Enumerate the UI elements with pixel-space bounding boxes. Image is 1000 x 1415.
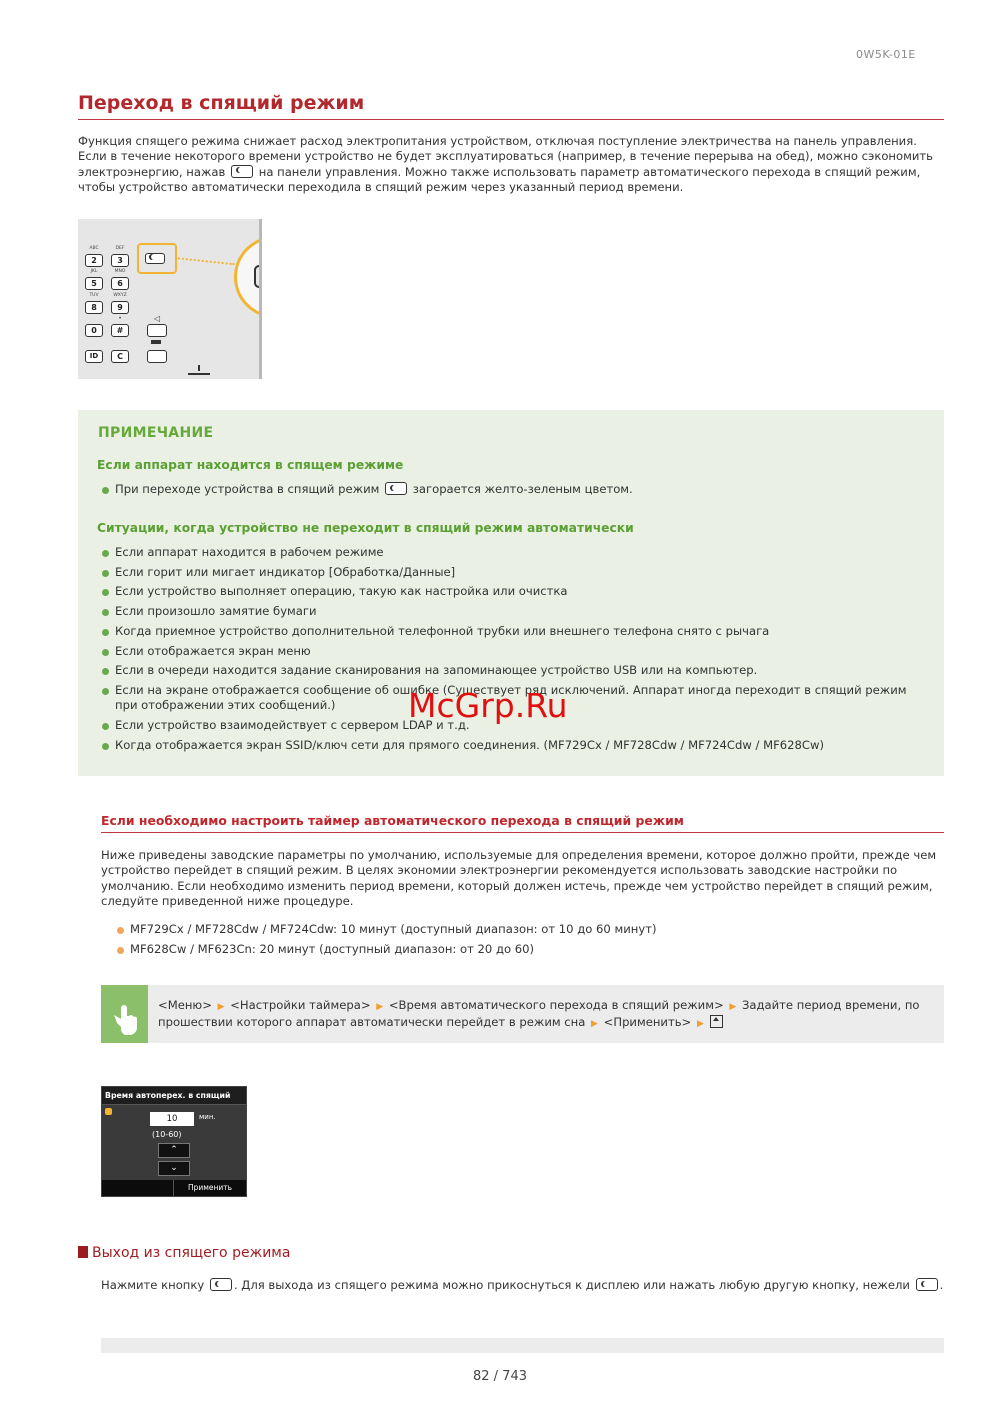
note-title: ПРИМЕЧАНИЕ	[98, 425, 214, 441]
list-item: Если на экране отображается сообщение об ошибке (Существует ряд исключений. Аппарат иногда переходит в спящий режим при отображении этих сообщений.)	[102, 683, 917, 714]
key-hash: #	[111, 324, 129, 337]
decrement-button[interactable]: ⌄	[158, 1161, 190, 1176]
key-sub-label: DEF	[115, 246, 125, 251]
item-text: загорается желто-зеленым цветом.	[412, 482, 633, 496]
item-text: При переходе устройства в спящий режим	[115, 482, 380, 496]
hand-icon	[105, 1108, 112, 1115]
intro-text-part2: на панели управления. Можно также использовать параметр автоматического перехода в спящий режим, чтобы устройство автоматически переходила в спящий режим через указанный период времени.	[78, 164, 921, 195]
display-icon	[151, 340, 161, 344]
volume-key	[147, 324, 167, 337]
panel-mark	[198, 365, 200, 371]
list-item: Если аппарат находится в рабочем режиме	[102, 545, 917, 560]
lcd-header: Время автоперех. в спящий	[102, 1087, 246, 1105]
key-3: 3	[111, 254, 129, 267]
timer-defaults-list	[117, 922, 917, 961]
sleep-button-icon	[231, 165, 253, 178]
key-9: 9	[111, 301, 129, 314]
intro-paragraph	[78, 134, 946, 196]
sleep-key	[145, 253, 165, 264]
exit-heading-text: Выход из спящего режима	[92, 1245, 291, 1261]
exceptions-list	[102, 545, 917, 757]
procedure-steps	[158, 998, 938, 1033]
list-item: Если в очереди находится задание сканирования на запоминающее устройство USB или на компьютер.	[102, 663, 917, 678]
step-set-period: Задайте период времени, по прошествии которого аппарат автоматически перейдет в режим сна	[158, 998, 920, 1030]
key-sub-label: TUV	[89, 293, 99, 298]
exit-text-part2: . Для выхода из спящего режима можно прикоснуться к дисплею или нажать любую другую кнопку, нежели	[233, 1278, 910, 1292]
document-id: 0W5K-01E	[856, 48, 916, 61]
key-sub-label: •	[118, 315, 122, 322]
key-2: 2	[85, 254, 103, 267]
step-timer-settings: <Настройки таймера>	[230, 998, 371, 1012]
key-sub-label: WXYZ	[113, 293, 127, 298]
list-item: Если горит или мигает индикатор [Обработка/Данные]	[102, 565, 917, 580]
timer-heading: Если необходимо настроить таймер автоматического перехода в спящий режим	[101, 813, 684, 828]
watermark: McGrp.Ru	[408, 686, 568, 725]
key-0: 0	[85, 324, 103, 337]
sleep-time-input[interactable]: 10	[150, 1112, 194, 1126]
exit-paragraph	[101, 1278, 947, 1293]
list-item: Если отображается экран меню	[102, 644, 917, 659]
increment-button[interactable]: ⌃	[158, 1143, 190, 1158]
unit-label: мин.	[199, 1113, 216, 1121]
panel-mark	[188, 373, 210, 375]
key-clear: C	[111, 350, 129, 363]
control-panel-illustration	[78, 219, 261, 379]
exit-text-part3: .	[939, 1278, 944, 1292]
sleep-button-icon	[916, 1278, 938, 1291]
exit-heading	[78, 1245, 290, 1261]
list-item: Если устройство выполняет операцию, такую как настройка или очистка	[102, 584, 917, 599]
arrow-icon: ▶	[696, 1019, 704, 1030]
list-item: MF628Cw / MF623Cn: 20 минут (доступный диапазон: от 20 до 60)	[117, 942, 917, 957]
touch-hand-icon	[101, 985, 148, 1043]
lcd-body	[102, 1105, 246, 1180]
zoom-circle	[234, 236, 261, 318]
arrow-icon: ▶	[591, 1019, 598, 1030]
timer-divider	[101, 832, 944, 833]
zoom-connector	[175, 257, 235, 265]
key-sub-label: JKL	[90, 269, 98, 274]
key-8: 8	[85, 301, 103, 314]
list-item: Если устройство взаимодействует с сервером LDAP и т.д.	[102, 718, 917, 733]
speaker-icon: ◁	[154, 314, 161, 323]
step-menu: <Меню>	[158, 998, 212, 1012]
list-item: Когда отображается экран SSID/ключ сети для прямого соединения. (MF729Cx / MF728Cdw / MF724Cdw / MF628Cw)	[102, 738, 917, 753]
bottom-strip	[101, 1338, 944, 1353]
range-label: (10-60)	[152, 1130, 182, 1139]
home-icon	[710, 1015, 723, 1028]
step-apply: <Применить>	[603, 1015, 692, 1030]
key-id: ID	[85, 350, 103, 363]
list-item: MF729Cx / MF728Cdw / MF724Cdw: 10 минут (доступный диапазон: от 10 до 60 минут)	[117, 922, 917, 937]
key-sub-label: MNO	[114, 269, 126, 274]
sleep-button-icon	[385, 482, 407, 495]
key-sub-label: ABC	[89, 246, 99, 251]
note-subtitle-sleep: Если аппарат находится в спящем режиме	[97, 458, 404, 472]
list-item: Если произошло замятие бумаги	[102, 604, 917, 619]
list-item	[102, 482, 932, 497]
panel-edge	[259, 219, 262, 379]
display-key	[147, 350, 167, 363]
procedure-icon-panel	[101, 985, 148, 1043]
procedure-box	[101, 985, 944, 1043]
apply-button[interactable]: Применить	[173, 1180, 246, 1196]
sleep-indicator-list	[102, 482, 932, 502]
lcd-footer	[102, 1180, 246, 1196]
exit-text-part1: Нажмите кнопку	[101, 1278, 205, 1292]
page-title: Переход в спящий режим	[78, 92, 365, 114]
note-subtitle-exceptions: Ситуации, когда устройство не переходит в спящий режим автоматически	[97, 521, 634, 535]
key-5: 5	[85, 277, 103, 290]
key-6: 6	[111, 277, 129, 290]
step-auto-sleep-time: <Время автоматического перехода в спящий режим>	[388, 998, 724, 1012]
timer-description: Ниже приведены заводские параметры по умолчанию, используемые для определения времени, которое должно пройти, прежде чем устройство перейдет в спящий режим. В целях экономии электроэнергии рекомендуется использовать заводские настройки по умолчанию. Если необходимо изменить период времени, который должен истечь, прежде чем устройство перейдет в спящий режим, следуйте приведенной ниже процедуре.	[101, 848, 937, 909]
page-number: 82 / 743	[473, 1369, 527, 1384]
title-divider	[78, 119, 944, 120]
arrow-icon: ▶	[376, 1002, 384, 1012]
section-marker-icon	[78, 1246, 88, 1258]
sleep-button-icon	[210, 1278, 232, 1291]
arrow-icon: ▶	[217, 1002, 225, 1012]
moon-icon	[151, 254, 157, 260]
arrow-icon: ▶	[729, 1002, 737, 1012]
lcd-screen	[101, 1086, 247, 1197]
intro-text-part1: Функция спящего режима снижает расход электропитания устройством, отключая поступление электричества на панель управления. Если в течение некоторого времени устройство не будет эксплуатироваться (например, в течение перерыва на обед), можно сэкономить электроэнергию, нажав	[78, 134, 933, 179]
list-item: Когда приемное устройство дополнительной телефонной трубки или внешнего телефона снято с рычага	[102, 624, 917, 639]
